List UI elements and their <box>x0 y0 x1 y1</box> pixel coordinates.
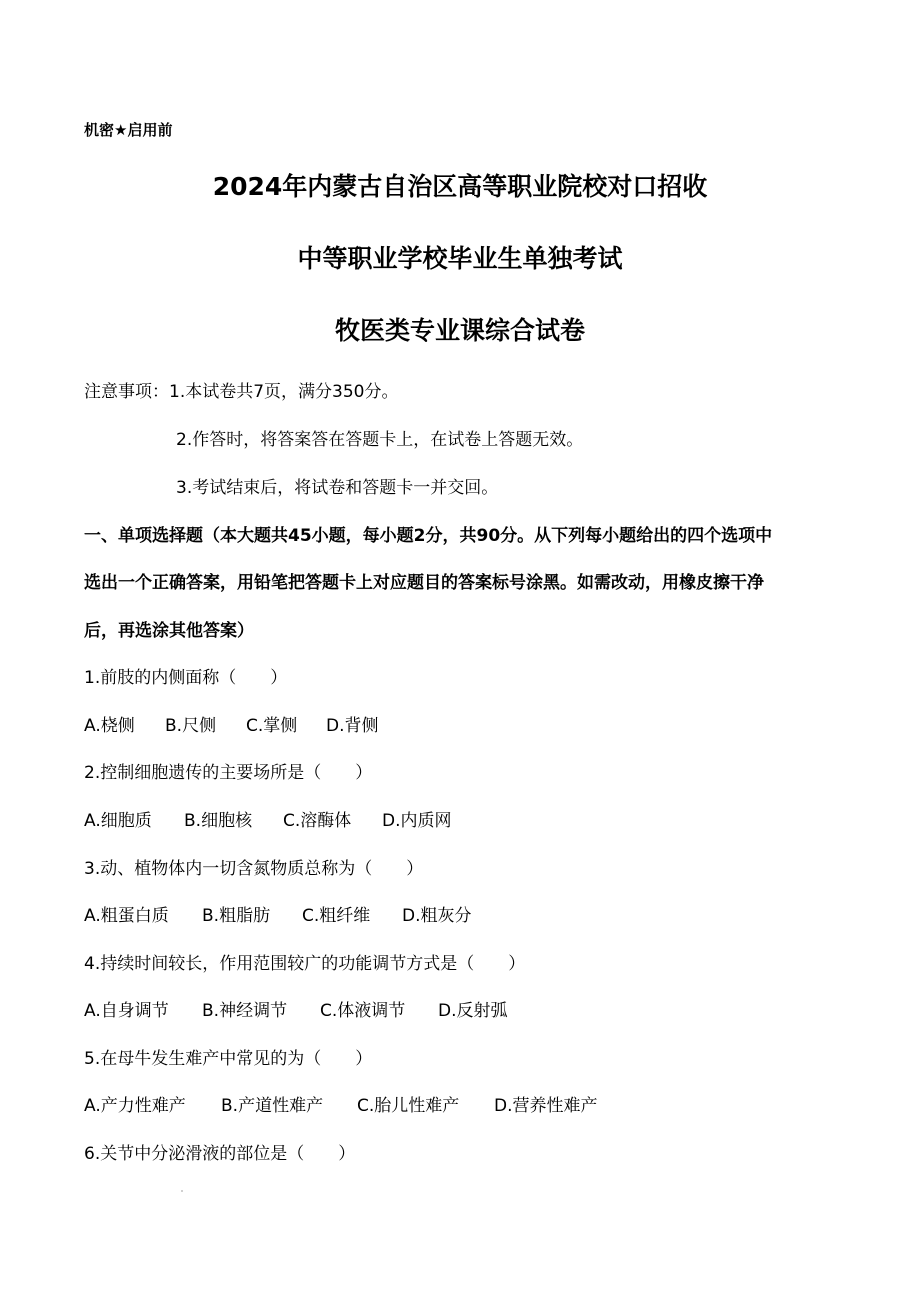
exam-title-line-2: 中等职业学校毕业生单独考试 <box>297 244 623 273</box>
option: B.神经调节 <box>202 1001 288 1021</box>
exam-title-line-3: 牧医类专业课综合试卷 <box>334 316 585 345</box>
option: A.桡侧 <box>84 716 135 736</box>
notes-line-1 <box>84 380 398 404</box>
question-text: 5.在母牛发生难产中常见的为（ ） <box>84 1049 373 1069</box>
option: D.营养性难产 <box>494 1096 598 1116</box>
option: A.产力性难产 <box>84 1096 186 1116</box>
option: D.背侧 <box>326 716 379 736</box>
option: B.尺侧 <box>165 716 217 736</box>
option: A.细胞质 <box>84 811 152 831</box>
section-instruction-line: 一、单项选择题（本大题共45小题，每小题2分，共90分。从下列每小题给出的四个选项中 <box>84 526 773 546</box>
option: D.反射弧 <box>438 1001 508 1021</box>
question-options <box>84 1094 598 1118</box>
section-instruction-line: 选出一个正确答案，用铅笔把答题卡上对应题目的答案标号涂黑。如需改动，用橡皮擦干净 <box>84 573 764 593</box>
speck-mark <box>181 1190 183 1192</box>
option: C.溶酶体 <box>283 811 352 831</box>
option: A.自身调节 <box>84 1001 169 1021</box>
option: B.产道性难产 <box>221 1096 324 1116</box>
option: D.粗灰分 <box>402 906 472 926</box>
question-options <box>84 809 452 833</box>
option: C.体液调节 <box>320 1001 406 1021</box>
question-text: 1.前肢的内侧面称（ ） <box>84 668 288 688</box>
exam-title-line-1: 2024年内蒙古自治区高等职业院校对口招收 <box>212 172 708 201</box>
note-item: 3.考试结束后，将试卷和答题卡一并交回。 <box>176 478 499 498</box>
option: D.内质网 <box>382 811 452 831</box>
option: B.细胞核 <box>184 811 253 831</box>
question-options <box>84 999 508 1023</box>
option: C.掌侧 <box>246 716 298 736</box>
confidential-label: 机密★启用前 <box>84 121 173 139</box>
note-item: 1.本试卷共7页，满分350分。 <box>169 382 399 402</box>
option: C.粗纤维 <box>302 906 371 926</box>
question-text: 2.控制细胞遗传的主要场所是（ ） <box>84 763 373 783</box>
question-text: 3.动、植物体内一切含氮物质总称为（ ） <box>84 859 424 879</box>
section-instruction-line: 后，再选涂其他答案） <box>84 621 254 641</box>
question-options <box>84 904 472 928</box>
question-options <box>84 714 379 738</box>
option: A.粗蛋白质 <box>84 906 169 926</box>
question-text: 4.持续时间较长，作用范围较广的功能调节方式是（ ） <box>84 954 526 974</box>
notes-heading: 注意事项： <box>84 382 169 402</box>
option: C.胎儿性难产 <box>357 1096 460 1116</box>
option: B.粗脂肪 <box>202 906 271 926</box>
question-text: 6.关节中分泌滑液的部位是（ ） <box>84 1144 356 1164</box>
note-item: 2.作答时，将答案答在答题卡上，在试卷上答题无效。 <box>176 430 584 450</box>
